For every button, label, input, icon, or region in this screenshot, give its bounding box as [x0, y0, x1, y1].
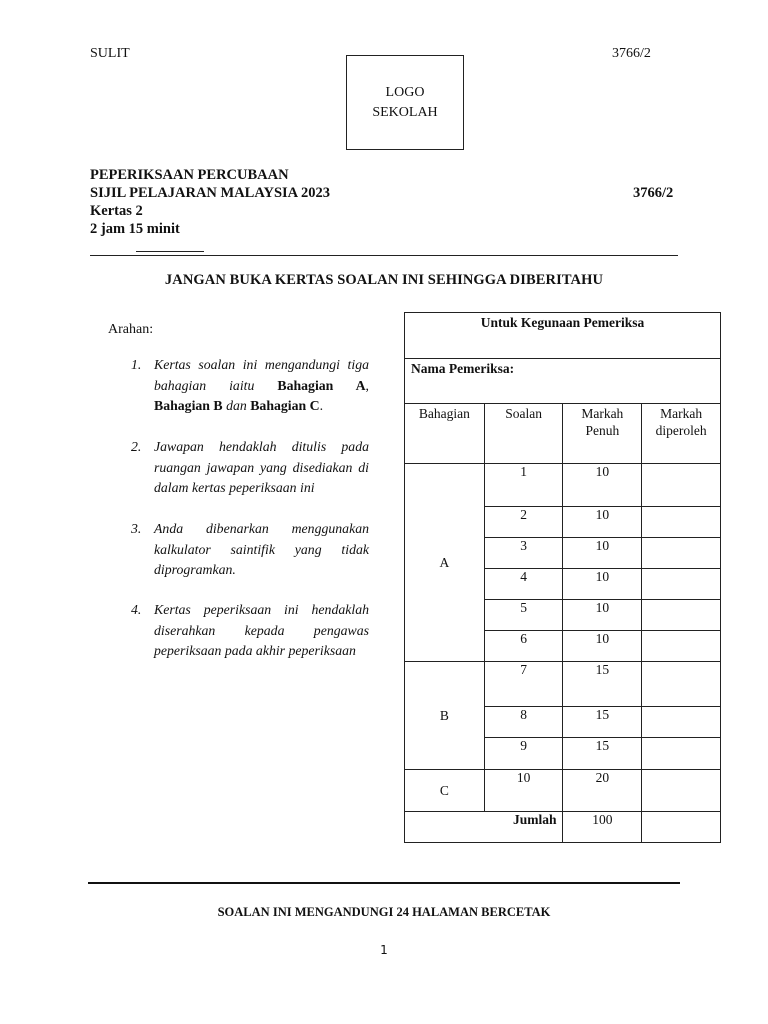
question-number: 6 [484, 631, 563, 662]
instruction-text-part: , [365, 377, 369, 393]
instruction-bold-part: Bahagian C [250, 398, 320, 413]
header-line: Markah [581, 406, 624, 421]
total-label: Jumlah [405, 812, 563, 843]
examiner-mark-table [404, 312, 721, 843]
marks-obtained-cell[interactable] [642, 738, 721, 770]
column-header-question: Soalan [484, 404, 563, 464]
total-marks-obtained-cell[interactable] [642, 812, 721, 843]
instruction-text: Jawapan hendaklah ditulis pada ruangan jawapan yang disediakan di dalam kertas peperiksaan ini [154, 439, 369, 495]
school-logo-placeholder [346, 55, 464, 150]
full-mark: 10 [563, 600, 642, 631]
full-mark: 10 [563, 631, 642, 662]
instruction-text-part: dan [222, 398, 251, 413]
instruction-item-2 [131, 437, 369, 499]
question-number: 1 [484, 464, 563, 507]
question-number: 5 [484, 600, 563, 631]
do-not-open-warning: JANGAN BUKA KERTAS SOALAN INI SEHINGGA DIBERITAHU [164, 272, 604, 288]
question-number: 7 [484, 662, 563, 707]
page-count-notice: SOALAN INI MENGANDUNGI 24 HALAMAN BERCETAK [217, 905, 551, 919]
instruction-item-4 [131, 600, 369, 662]
logo-line-1: LOGO [385, 84, 425, 100]
instruction-item-3 [131, 519, 369, 581]
question-number: 8 [484, 707, 563, 738]
instruction-number: 1. [131, 357, 142, 372]
full-mark: 10 [563, 538, 642, 569]
short-divider [136, 251, 204, 252]
instruction-text [154, 355, 369, 417]
marks-obtained-cell[interactable] [642, 707, 721, 738]
marks-obtained-cell[interactable] [642, 600, 721, 631]
logo-line-2: SEKOLAH [372, 104, 438, 120]
header-line: Markah [660, 406, 703, 421]
full-mark: 15 [563, 738, 642, 770]
question-number: 9 [484, 738, 563, 770]
exam-duration: 2 jam 15 minit [90, 221, 180, 237]
instruction-bold-part: Bahagian A [277, 377, 366, 393]
instruction-text-part: . [319, 398, 324, 413]
exam-title-line-1: PEPERIKSAAN PERCUBAAN [90, 167, 289, 183]
header-paper-code: 3766/2 [612, 46, 651, 61]
exam-title-line-2: SIJIL PELAJARAN MALAYSIA 2023 [90, 185, 330, 201]
header-divider [90, 255, 678, 256]
instruction-text: Anda dibenarkan menggunakan kalkulator saintifik yang tidak diprogramkan. [154, 521, 369, 577]
question-number: 2 [484, 507, 563, 538]
footer-divider [88, 882, 680, 884]
marks-obtained-cell[interactable] [642, 770, 721, 812]
exam-paper-number: Kertas 2 [90, 203, 143, 219]
exam-title-block [90, 166, 330, 238]
marks-obtained-cell[interactable] [642, 569, 721, 600]
marks-obtained-cell[interactable] [642, 464, 721, 507]
instructions-label: Arahan: [108, 322, 154, 337]
full-mark: 15 [563, 707, 642, 738]
table-title: Untuk Kegunaan Pemeriksa [405, 313, 721, 359]
section-c-cell: C [405, 770, 485, 812]
title-paper-code: 3766/2 [633, 185, 674, 201]
section-a-cell: A [405, 464, 485, 662]
question-number: 10 [484, 770, 563, 812]
total-full-mark: 100 [563, 812, 642, 843]
column-header-marks-obtained [642, 404, 721, 464]
instruction-item-1 [131, 355, 369, 417]
marks-obtained-cell[interactable] [642, 538, 721, 569]
header-line: Penuh [585, 423, 620, 438]
full-mark: 15 [563, 662, 642, 707]
instruction-text: Kertas peperiksaan ini hendaklah diserahkan kepada pengawas peperiksaan pada akhir peperiksaan [154, 602, 369, 658]
instruction-bold-part: Bahagian B [154, 398, 223, 413]
marks-obtained-cell[interactable] [642, 507, 721, 538]
header-line: diperoleh [655, 423, 707, 438]
question-number: 3 [484, 538, 563, 569]
column-header-full-mark [563, 404, 642, 464]
marks-obtained-cell[interactable] [642, 662, 721, 707]
page-number: 1 [380, 943, 388, 957]
full-mark: 20 [563, 770, 642, 812]
question-number: 4 [484, 569, 563, 600]
column-header-section: Bahagian [405, 404, 485, 464]
full-mark: 10 [563, 464, 642, 507]
marks-obtained-cell[interactable] [642, 631, 721, 662]
instruction-number: 2. [131, 439, 142, 454]
instruction-number: 4. [131, 602, 142, 617]
instruction-number: 3. [131, 521, 142, 536]
header-sulit: SULIT [90, 46, 130, 61]
section-b-cell: B [405, 662, 485, 770]
full-mark: 10 [563, 569, 642, 600]
instruction-text-part: Kertas soalan ini mengandungi tiga bahagian iaitu [154, 357, 369, 393]
examiner-name-field: Nama Pemeriksa: [405, 359, 721, 404]
full-mark: 10 [563, 507, 642, 538]
